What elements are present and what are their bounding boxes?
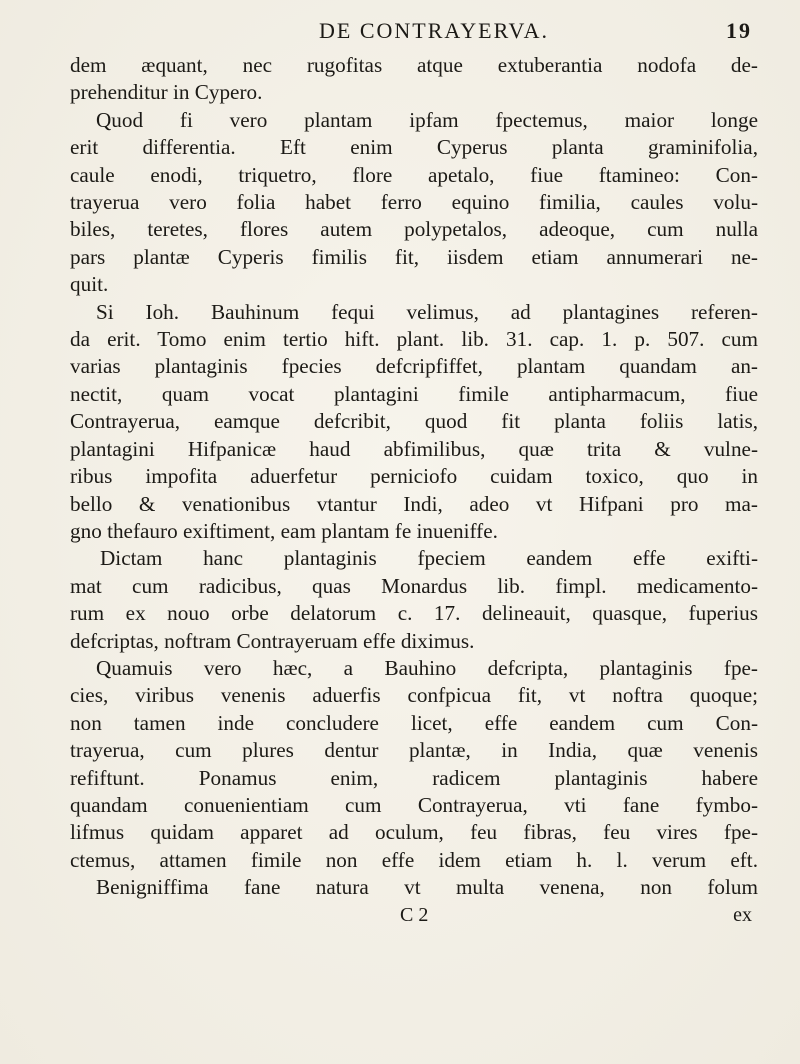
text-line: da erit. Tomo enim tertio hift. plant. lib. 31. cap. 1. p. 507. cum	[70, 327, 758, 352]
text-line: rum ex nouo orbe delatorum c. 17. delineauit, quasque, fuperius	[70, 601, 758, 626]
text-line: biles, teretes, flores autem polypetalos, adeoque, cum nulla	[70, 217, 758, 242]
text-line: erit differentia. Eft enim Cyperus planta graminifolia,	[70, 135, 758, 160]
text-line: nectit, quam vocat plantagini fimile antipharmacum, fiue	[70, 381, 758, 406]
text-line: non tamen inde concludere licet, effe eandem cum Con-	[70, 710, 758, 735]
text-line: Quamuis vero hæc, a Bauhino defcripta, plantaginis fpe-	[96, 655, 758, 680]
signature-mark: C 2	[400, 903, 429, 926]
text-line: quit.	[70, 272, 109, 297]
text-line: quandam conuenientiam cum Contrayerua, vti fane fymbo-	[70, 792, 758, 817]
text-line: caule enodi, triquetro, flore apetalo, fiue ftamineo: Con-	[70, 162, 758, 187]
text-line: pars plantæ Cyperis fimilis fit, iisdem etiam annumerari ne-	[70, 244, 758, 269]
text-line: prehenditur in Cypero.	[70, 80, 263, 105]
text-line: trayerua vero folia habet ferro equino fimilia, caules volu-	[70, 190, 758, 215]
catchword: ex	[733, 903, 752, 926]
text-line: ribus impofita aduerfetur perniciofo cuidam toxico, quo in	[70, 464, 758, 489]
text-line: ctemus, attamen fimile non effe idem etiam h. l. verum eft.	[70, 847, 758, 872]
text-line: cies, viribus venenis aduerfis confpicua fit, vt noftra quoque;	[70, 683, 758, 708]
text-line: Quod fi vero plantam ipfam fpectemus, maior longe	[96, 107, 758, 132]
page-footer	[70, 904, 758, 934]
text-line: dem æquant, nec rugofitas atque extuberantia nodofa de-	[70, 53, 758, 77]
running-title: DE CONTRAYERVA.	[319, 18, 549, 43]
text-line: Contrayerua, eamque defcribit, quod fit planta foliis latis,	[70, 409, 758, 434]
text-line: Si Ioh. Bauhinum fequi velimus, ad plantagines referen-	[96, 299, 758, 324]
body-text	[70, 52, 758, 902]
text-line: refiftunt. Ponamus enim, radicem plantaginis habere	[70, 765, 758, 790]
text-line: Dictam hanc plantaginis fpeciem eandem effe exifti-	[100, 546, 758, 571]
text-line: gno thefauro exiftiment, eam plantam fe inueniffe.	[70, 518, 498, 543]
text-line: lifmus quidam apparet ad oculum, feu fibras, feu vires fpe-	[70, 820, 758, 845]
text-line: Benigniffima fane natura vt multa venena, non folum	[96, 875, 758, 900]
text-line: plantagini Hifpanicæ haud abfimilibus, quæ trita & vulne-	[70, 436, 758, 461]
text-line: bello & venationibus vtantur Indi, adeo vt Hifpani pro ma-	[70, 491, 758, 516]
text-line: trayerua, cum plures dentur plantæ, in India, quæ venenis	[70, 738, 758, 763]
page-number: 19	[726, 18, 752, 43]
text-line: defcriptas, noftram Contrayeruam effe diximus.	[70, 628, 475, 653]
text-line: mat cum radicibus, quas Monardus lib. fimpl. medicamento-	[70, 573, 758, 598]
running-head	[70, 18, 758, 52]
text-line: varias plantaginis fpecies defcripfiffet, plantam quandam an-	[70, 354, 758, 379]
